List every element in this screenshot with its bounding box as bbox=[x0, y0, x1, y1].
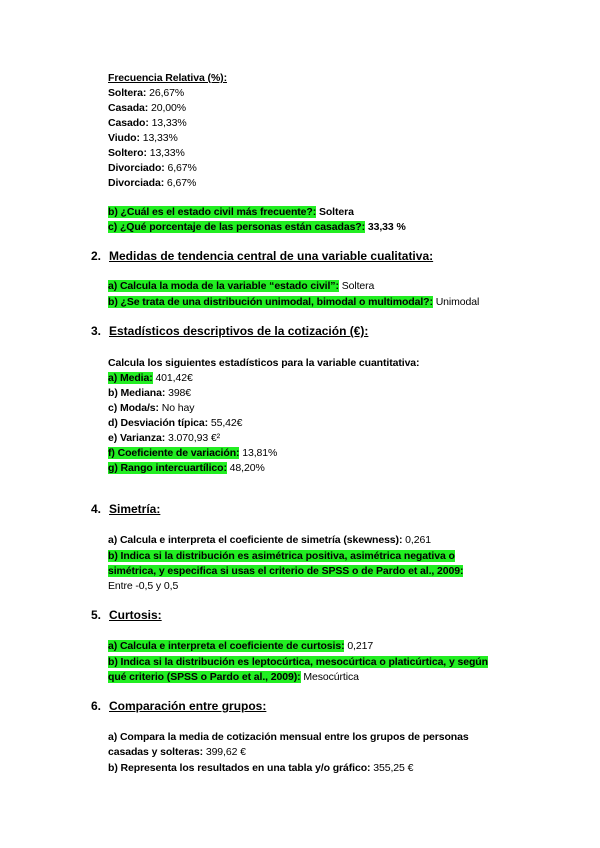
stat-item: b) Mediana: 398€ bbox=[108, 387, 192, 399]
s6-question-a-line1: a) Compara la media de cotización mensual entre los grupos de personas bbox=[108, 731, 469, 743]
freq-item: Divorciada: 6,67% bbox=[108, 177, 197, 189]
freq-title: Frecuencia Relativa (%): bbox=[108, 72, 227, 84]
freq-item: Casada: 20,00% bbox=[108, 102, 186, 114]
s2-question-a: a) Calcula la moda de la variable “estado civil”: Soltera bbox=[108, 280, 375, 292]
stat-item: c) Moda/s: No hay bbox=[108, 402, 195, 414]
s4-answer-b: Entre -0,5 y 0,5 bbox=[108, 580, 179, 592]
s5-question-b-line2: qué criterio (SPSS o Pardo et al., 2009): Mesocúrtica bbox=[108, 671, 359, 683]
s3-intro: Calcula los siguientes estadísticos para la variable cuantitativa: bbox=[108, 357, 420, 369]
freq-question-c: c) ¿Qué porcentaje de las personas están casadas?: 33,33 % bbox=[108, 221, 406, 233]
freq-item: Soltera: 26,67% bbox=[108, 87, 185, 99]
s5-question-b-line1: b) Indica si la distribución es leptocúrtica, mesocúrtica o platicúrtica, y según bbox=[108, 656, 488, 668]
freq-item: Casado: 13,33% bbox=[108, 117, 187, 129]
freq-item: Divorciado: 6,67% bbox=[108, 162, 197, 174]
stat-item: g) Rango intercuartílico: 48,20% bbox=[108, 462, 265, 474]
section-5-heading: 5. Curtosis: bbox=[91, 608, 162, 622]
freq-item: Viudo: 13,33% bbox=[108, 132, 178, 144]
s2-question-b: b) ¿Se trata de una distribución unimodal, bimodal o multimodal?: Unimodal bbox=[108, 296, 480, 308]
freq-question-b: b) ¿Cuál es el estado civil más frecuente?: Soltera bbox=[108, 206, 354, 218]
s4-question-a: a) Calcula e interpreta el coeficiente de simetría (skewness): 0,261 bbox=[108, 534, 431, 546]
freq-item: Soltero: 13,33% bbox=[108, 147, 185, 159]
stat-item: d) Desviación típica: 55,42€ bbox=[108, 417, 243, 429]
s4-question-b-line2: simétrica, y especifica si usas el criterio de SPSS o de Pardo et al., 2009: bbox=[108, 565, 464, 577]
s5-question-a: a) Calcula e interpreta el coeficiente de curtosis: 0,217 bbox=[108, 640, 374, 652]
section-4-heading: 4. Simetría: bbox=[91, 502, 161, 516]
section-3-heading: 3. Estadísticos descriptivos de la cotización (€): bbox=[91, 324, 369, 338]
section-6-heading: 6. Comparación entre grupos: bbox=[91, 699, 267, 713]
section-2-heading: 2. Medidas de tendencia central de una variable cualitativa: bbox=[91, 249, 434, 263]
s4-question-b-line1: b) Indica si la distribución es asimétrica positiva, asimétrica negativa o bbox=[108, 550, 455, 562]
stat-item: a) Media: 401,42€ bbox=[108, 372, 193, 384]
s6-question-a-line2: casadas y solteras: 399,62 € bbox=[108, 746, 246, 758]
s6-question-b: b) Representa los resultados en una tabla y/o gráfico: 355,25 € bbox=[108, 762, 414, 774]
stat-item: e) Varianza: 3.070,93 €² bbox=[108, 432, 221, 444]
stat-item: f) Coeficiente de variación: 13,81% bbox=[108, 447, 278, 459]
